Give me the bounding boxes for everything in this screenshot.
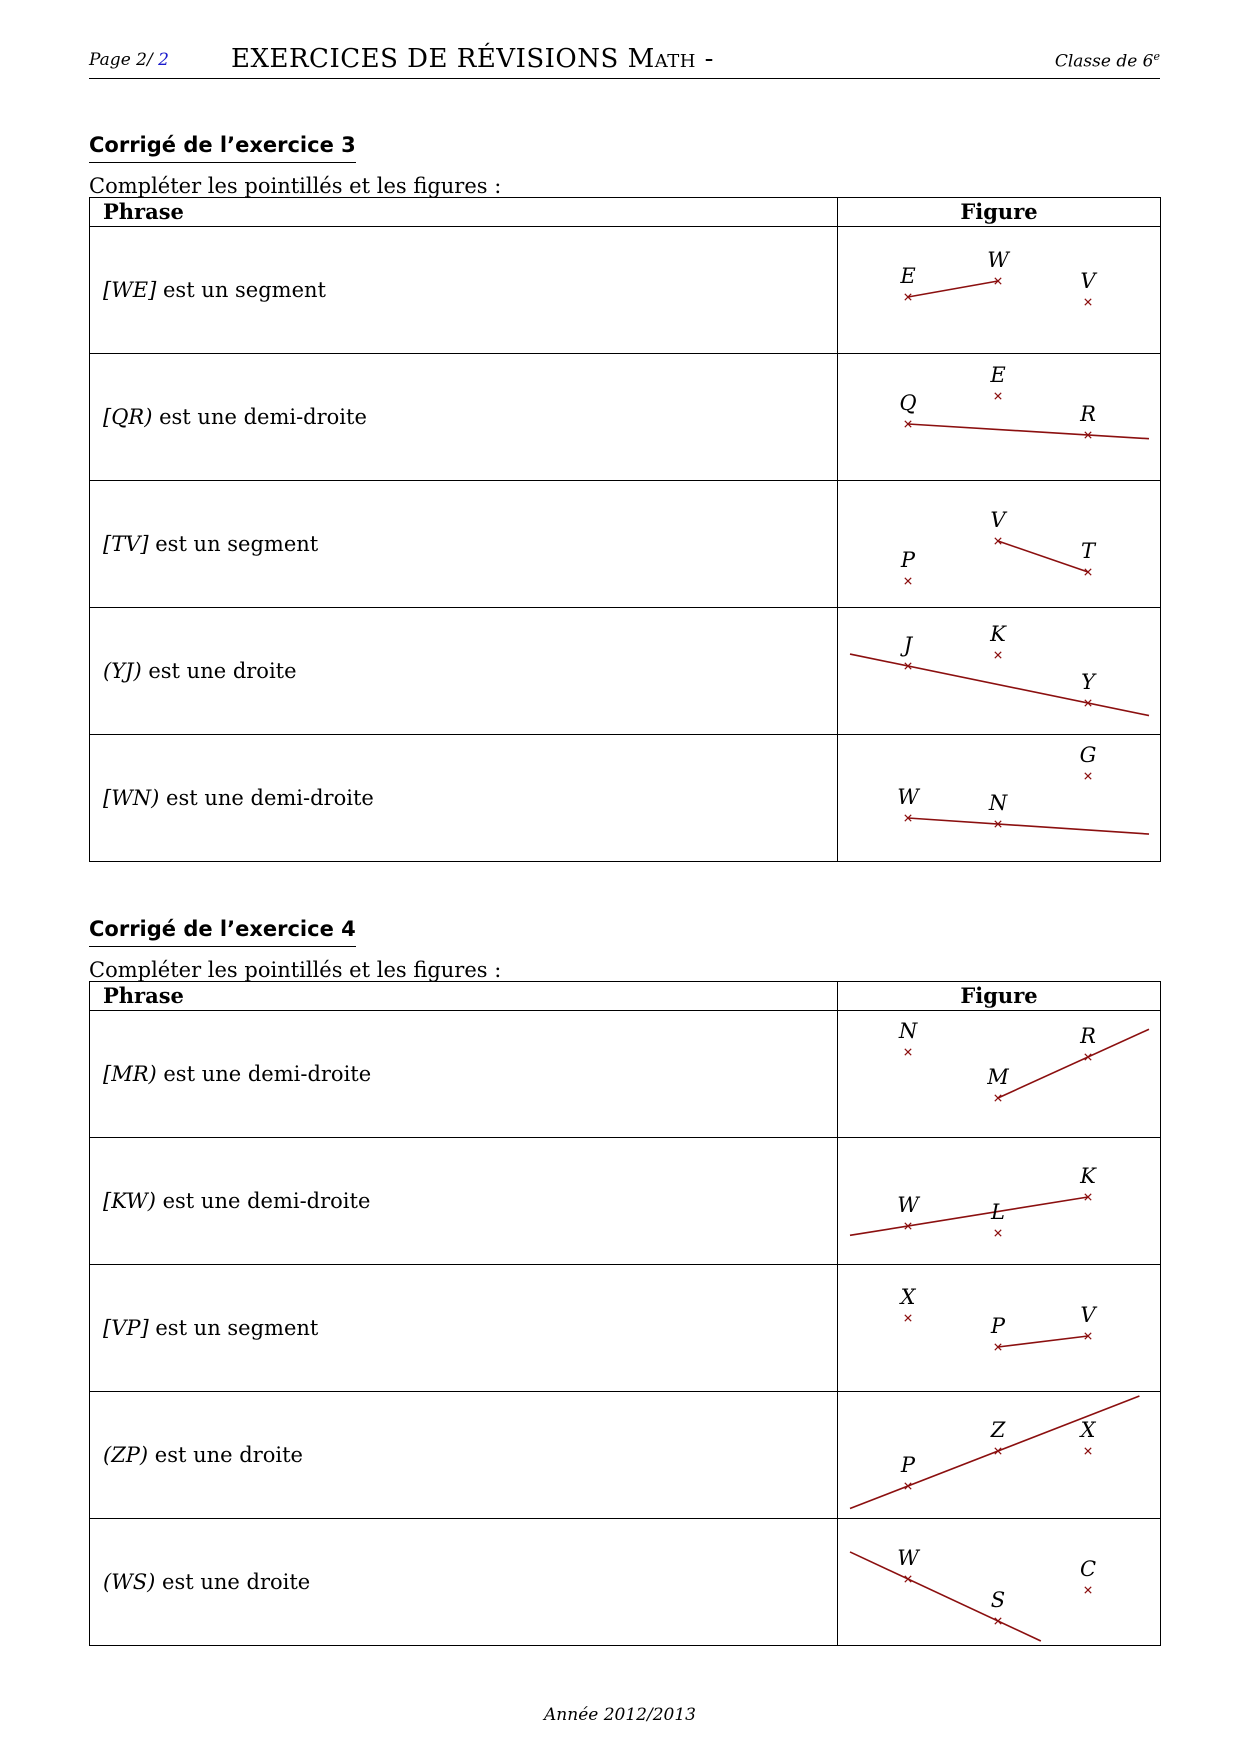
phrase-text: est une demi-droite bbox=[152, 405, 367, 429]
point-label: M bbox=[987, 1065, 1009, 1089]
table-row bbox=[90, 1392, 1161, 1519]
point-label: W bbox=[987, 248, 1009, 272]
point-label: J bbox=[903, 633, 913, 657]
table-header-row bbox=[90, 198, 1161, 227]
phrase-text: est un segment bbox=[156, 278, 326, 302]
point-marker bbox=[1085, 1587, 1091, 1593]
phrase-text: est une droite bbox=[155, 1570, 311, 1594]
phrase-cell bbox=[90, 227, 838, 354]
geometry-figure bbox=[838, 481, 1161, 607]
point-marker bbox=[1085, 773, 1091, 779]
figure-cell bbox=[838, 1011, 1161, 1138]
point-marker bbox=[1085, 1448, 1091, 1454]
point-label: X bbox=[900, 1285, 916, 1309]
exercise-instruction: Compléter les pointillés et les figures : bbox=[89, 958, 502, 982]
table-row bbox=[90, 608, 1161, 735]
point-label: W bbox=[897, 1546, 919, 1570]
point-label: Z bbox=[990, 1418, 1006, 1442]
point-label: G bbox=[1079, 743, 1097, 767]
figure-segment bbox=[908, 281, 998, 297]
page-prefix: Page 2/ bbox=[89, 50, 153, 70]
exercise-table bbox=[89, 197, 1161, 862]
point-marker bbox=[1085, 299, 1091, 305]
phrase-notation: (YJ) bbox=[103, 659, 142, 683]
column-header-figure: Figure bbox=[838, 982, 1161, 1011]
phrase-text: est une demi-droite bbox=[155, 1189, 371, 1213]
point-label: N bbox=[988, 791, 1008, 815]
exercise-instruction: Compléter les pointillés et les figures : bbox=[89, 174, 502, 198]
point-marker bbox=[1085, 1054, 1091, 1060]
figure-line bbox=[850, 1552, 1041, 1641]
point-label: V bbox=[1080, 269, 1096, 293]
point-label: E bbox=[900, 264, 916, 288]
point-label: P bbox=[900, 548, 916, 572]
phrase-text: est une demi-droite bbox=[156, 1062, 372, 1086]
exercise-title: Corrigé de l’exercice 4 bbox=[89, 917, 356, 947]
title-main: EXERCICES DE RÉVISIONS bbox=[231, 44, 628, 74]
point-marker bbox=[905, 1049, 911, 1055]
geometry-figure bbox=[838, 608, 1161, 734]
figure-cell bbox=[838, 1392, 1161, 1519]
point-label: L bbox=[991, 1200, 1005, 1224]
geometry-figure bbox=[838, 1519, 1161, 1645]
column-header-phrase: Phrase bbox=[90, 198, 838, 227]
point-label: R bbox=[1080, 402, 1096, 426]
geometry-figure bbox=[838, 1392, 1161, 1518]
point-label: X bbox=[1080, 1418, 1096, 1442]
table-row bbox=[90, 354, 1161, 481]
geometry-figure bbox=[838, 354, 1161, 480]
point-label: V bbox=[990, 508, 1006, 532]
point-label: V bbox=[1080, 1303, 1096, 1327]
page-number bbox=[89, 50, 169, 70]
table-header-row bbox=[90, 982, 1161, 1011]
phrase-notation: [WE] bbox=[103, 278, 157, 302]
figure-ray bbox=[908, 424, 1149, 439]
page-footer: Année 2012/2013 bbox=[544, 1705, 696, 1725]
point-label: K bbox=[990, 622, 1006, 646]
point-marker bbox=[905, 1315, 911, 1321]
point-label: K bbox=[1080, 1164, 1096, 1188]
phrase-notation: (WS) bbox=[103, 1570, 156, 1594]
table-row bbox=[90, 1519, 1161, 1646]
exercise-section bbox=[89, 133, 1161, 862]
point-label: P bbox=[990, 1314, 1006, 1338]
figure-cell bbox=[838, 1138, 1161, 1265]
phrase-notation: [QR) bbox=[103, 405, 153, 429]
point-label: C bbox=[1079, 1557, 1097, 1581]
phrase-text: est un segment bbox=[148, 1316, 319, 1340]
point-label: W bbox=[897, 1193, 919, 1217]
point-marker bbox=[995, 393, 1001, 399]
figure-segment bbox=[998, 541, 1088, 572]
phrase-notation: [WN) bbox=[103, 786, 160, 810]
phrase-notation: [KW) bbox=[103, 1189, 156, 1213]
column-header-figure: Figure bbox=[838, 198, 1161, 227]
phrase-text: est une droite bbox=[141, 659, 297, 683]
phrase-notation: [TV] bbox=[103, 532, 149, 556]
phrase-cell bbox=[90, 735, 838, 862]
phrase-cell bbox=[90, 354, 838, 481]
figure-cell bbox=[838, 481, 1161, 608]
figure-cell bbox=[838, 608, 1161, 735]
figure-cell bbox=[838, 735, 1161, 862]
phrase-cell bbox=[90, 1138, 838, 1265]
figure-ray bbox=[908, 818, 1149, 834]
figure-line bbox=[850, 1396, 1139, 1509]
table-row bbox=[90, 1138, 1161, 1265]
figure-line bbox=[850, 654, 1149, 715]
point-label: E bbox=[990, 363, 1006, 387]
point-label: S bbox=[990, 1588, 1006, 1612]
point-marker bbox=[995, 1618, 1001, 1624]
figure-cell bbox=[838, 1519, 1161, 1646]
table-row bbox=[90, 481, 1161, 608]
geometry-figure bbox=[838, 1265, 1161, 1391]
figure-ray bbox=[850, 1197, 1088, 1235]
phrase-notation: (ZP) bbox=[103, 1443, 149, 1467]
point-label: Y bbox=[1081, 670, 1095, 694]
point-marker bbox=[995, 1230, 1001, 1236]
phrase-cell bbox=[90, 1519, 838, 1646]
table-row bbox=[90, 735, 1161, 862]
point-marker bbox=[995, 652, 1001, 658]
point-marker bbox=[905, 1483, 911, 1489]
phrase-cell bbox=[90, 1265, 838, 1392]
point-marker bbox=[905, 578, 911, 584]
point-label: N bbox=[898, 1019, 918, 1043]
phrase-cell bbox=[90, 1011, 838, 1138]
phrase-notation: [VP] bbox=[103, 1316, 149, 1340]
figure-cell bbox=[838, 227, 1161, 354]
phrase-notation: [MR) bbox=[103, 1062, 157, 1086]
page-header bbox=[89, 44, 1160, 79]
table-row bbox=[90, 227, 1161, 354]
point-label: R bbox=[1080, 1024, 1096, 1048]
class-sup: e bbox=[1153, 50, 1160, 63]
point-label: P bbox=[900, 1453, 916, 1477]
page-total-link[interactable]: 2 bbox=[158, 50, 169, 70]
exercise-title: Corrigé de l’exercice 3 bbox=[89, 133, 356, 163]
figure-cell bbox=[838, 354, 1161, 481]
phrase-text: est une demi-droite bbox=[159, 786, 374, 810]
point-label: T bbox=[1080, 539, 1096, 563]
phrase-cell bbox=[90, 481, 838, 608]
point-marker bbox=[995, 1095, 1001, 1101]
table-row bbox=[90, 1011, 1161, 1138]
geometry-figure bbox=[838, 227, 1161, 353]
class-prefix: Classe de 6 bbox=[1054, 51, 1154, 72]
figure-segment bbox=[998, 1336, 1088, 1347]
point-label: W bbox=[897, 785, 919, 809]
figure-cell bbox=[838, 1265, 1161, 1392]
phrase-text: est une droite bbox=[148, 1443, 303, 1467]
point-marker bbox=[995, 1448, 1001, 1454]
document-title bbox=[231, 44, 714, 74]
point-label: Q bbox=[899, 391, 917, 415]
geometry-figure bbox=[838, 1138, 1161, 1264]
class-level bbox=[1055, 50, 1160, 72]
column-header-phrase: Phrase bbox=[90, 982, 838, 1011]
exercise-section bbox=[89, 917, 1161, 1646]
table-row bbox=[90, 1265, 1161, 1392]
point-marker bbox=[905, 1576, 911, 1582]
title-subject: Math - bbox=[627, 44, 714, 74]
geometry-figure bbox=[838, 1011, 1161, 1137]
exercise-table bbox=[89, 981, 1161, 1646]
geometry-figure bbox=[838, 735, 1161, 861]
figure-ray bbox=[998, 1029, 1149, 1098]
phrase-text: est un segment bbox=[148, 532, 319, 556]
phrase-cell bbox=[90, 608, 838, 735]
phrase-cell bbox=[90, 1392, 838, 1519]
